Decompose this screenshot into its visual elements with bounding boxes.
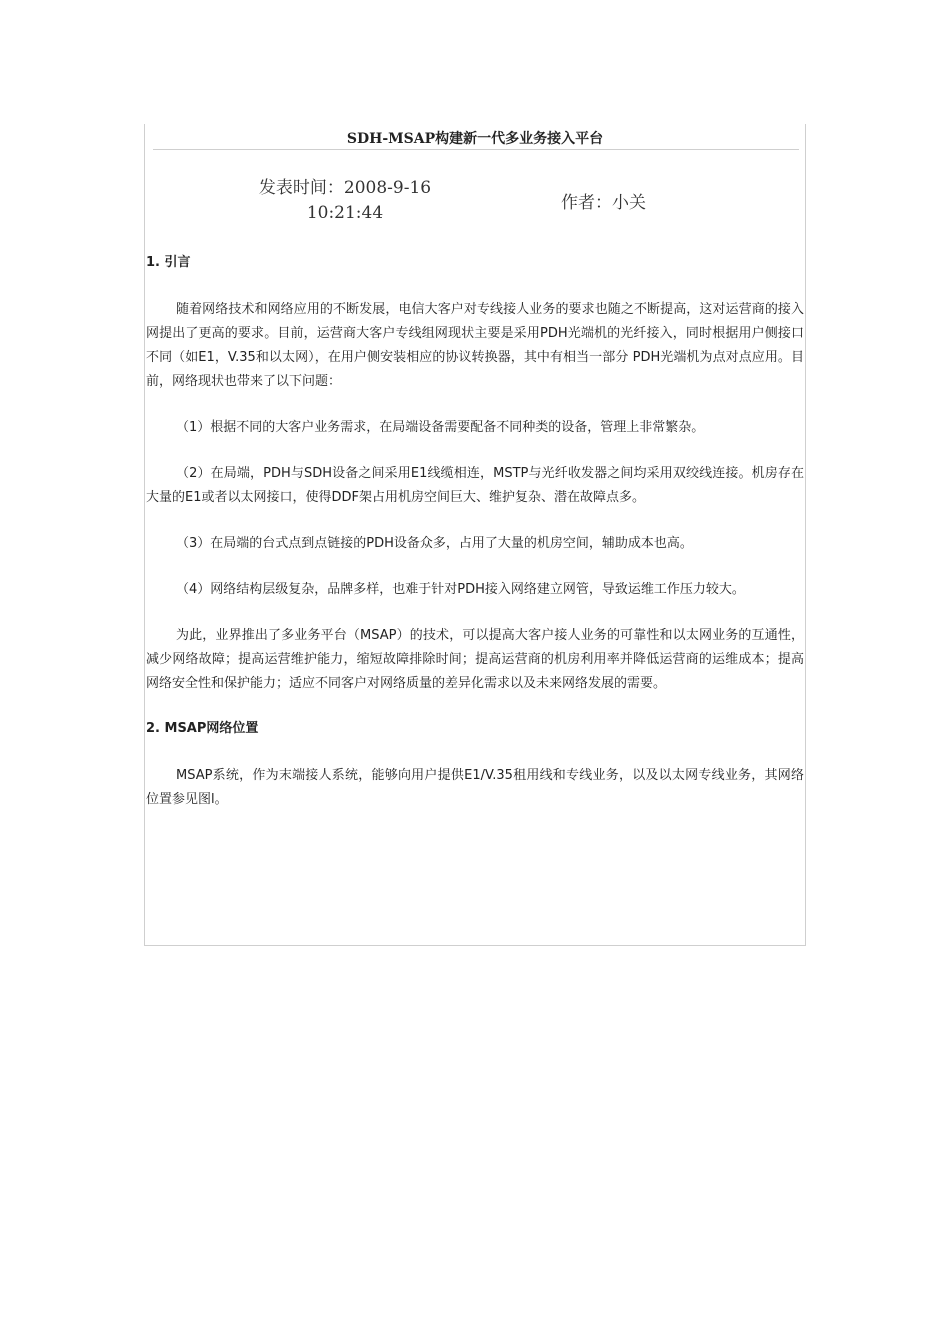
author: 作者：小关	[561, 193, 646, 213]
paragraph: MSAP系统，作为末端接人系统，能够向用户提供E1/V.35租用线和专线业务，以及以太网专线业务，其网络位置参见图l。	[146, 768, 804, 807]
paragraph: 随着网络技术和网络应用的不断发展，电信大客户对专线接人业务的要求也随之不断提高，这对运营商的接入网提出了更高的要求。目前，运营商大客户专线组网现状主要是采用PDH光端机的光纤接入，同时根据用户侧接口不同（如E1，V.35和以太网），在用户侧安装相应的协议转换器，其中有相当一部分 PDH光端机为点对点应用。目前，网络现状也带来了以下问题：	[146, 302, 804, 389]
paragraph: 为此，业界推出了多业务平台（MSAP）的技术，可以提高大客户接人业务的可靠性和以太网业务的互通性，减少网络故障；提高运营维护能力，缩短故障排除时间；提高运营商的机房利用率并降低运营商的运维成本；提高网络安全性和保护能力；适应不同客户对网络质量的差异化需求以及未来网络发展的需要。	[146, 628, 804, 691]
paragraph: （1）根据不同的大客户业务需求，在局端设备需要配备不同种类的设备，管理上非常繁杂。	[176, 420, 705, 435]
publish-time: 发表时间：2008-9-16 10:21:44	[258, 178, 432, 223]
paragraph: （3）在局端的台式点到点链接的PDH设备众多，占用了大量的机房空间，辅助成本也高。	[176, 536, 693, 551]
section-heading-msap: 2. MSAP网络位置	[146, 721, 259, 736]
section-heading-intro: 1. 引言	[146, 255, 191, 270]
paragraph: （4）网络结构层级复杂，品牌多样，也难于针对PDH接入网络建立网管，导致运维工作压力较大。	[176, 582, 745, 597]
article-frame	[144, 124, 806, 946]
article-title: SDH-MSAP构建新一代多业务接入平台	[346, 131, 604, 147]
paragraph: （2）在局端，PDH与SDH设备之间采用E1线缆相连，MSTP与光纤收发器之间均采用双绞线连接。机房存在大量的E1或者以太网接口，使得DDF架占用机房空间巨大、维护复杂、潜在故障点多。	[146, 466, 804, 505]
article-body	[146, 252, 804, 812]
title-divider	[153, 149, 799, 150]
